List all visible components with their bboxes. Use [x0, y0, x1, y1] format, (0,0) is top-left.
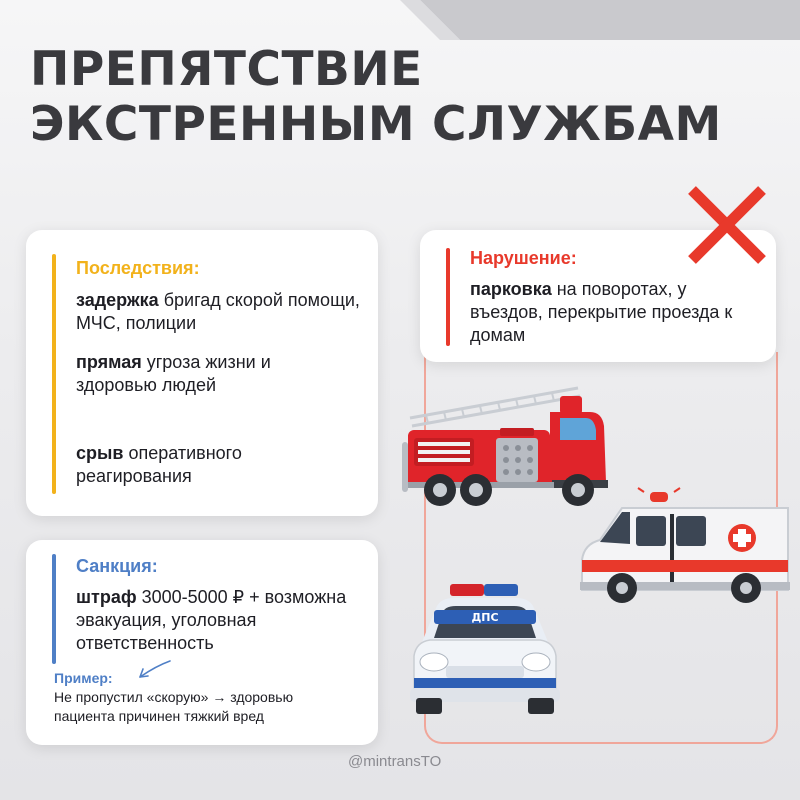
ambulance-icon — [578, 486, 792, 608]
consequence-item-2-text: угроза жизни и здоровью людей — [76, 352, 271, 395]
police-label: ДПС — [471, 611, 499, 624]
sanction-rest: 3000-5000 ₽ + возможна эвакуация, уголовная ответственность — [76, 587, 347, 653]
violation-heading: Нарушение: — [470, 248, 577, 268]
consequence-item-2-bold: прямая — [76, 352, 142, 372]
footer-handle: @mintransTO — [348, 753, 442, 770]
title-line-2: ЭКСТРЕННЫМ СЛУЖБАМ — [30, 97, 722, 152]
example-line-2: пациента причинен тяжкий вред — [54, 708, 264, 724]
consequence-item-1-bold: задержка — [76, 290, 159, 310]
violation-accent-bar — [446, 248, 450, 346]
sanction-heading: Санкция: — [76, 556, 158, 576]
example-line-1: Не пропустил «скорую» → здоровью — [54, 689, 294, 705]
violation-rest: на поворотах, у въездов, перекрытие проезда к домам — [470, 279, 733, 345]
sanction-accent-bar — [52, 554, 56, 664]
police-car-icon — [406, 578, 564, 718]
consequence-item-3-text: оперативного реагирования — [76, 443, 242, 486]
sanction-text — [76, 586, 376, 655]
arrow-icon — [130, 658, 174, 682]
consequence-item-3 — [76, 442, 296, 488]
violation-text — [470, 278, 760, 347]
example-text — [54, 688, 293, 726]
consequences-card — [26, 230, 378, 516]
page-title — [30, 42, 722, 152]
consequences-heading: Последствия: — [76, 258, 200, 278]
example-label: Пример: — [54, 670, 113, 686]
consequence-item-1 — [76, 289, 366, 335]
cross-icon — [684, 182, 770, 268]
consequence-item-1-text: бригад скорой помощи, МЧС, полиции — [76, 290, 360, 333]
consequence-item-3-bold: срыв — [76, 443, 124, 463]
top-decor-shape — [400, 0, 800, 40]
violation-bold: парковка — [470, 279, 552, 299]
consequences-accent-bar — [52, 254, 56, 494]
title-line-1: ПРЕПЯТСТВИЕ — [30, 42, 423, 97]
consequence-item-2 — [76, 351, 276, 397]
sanction-bold: штраф — [76, 587, 137, 607]
